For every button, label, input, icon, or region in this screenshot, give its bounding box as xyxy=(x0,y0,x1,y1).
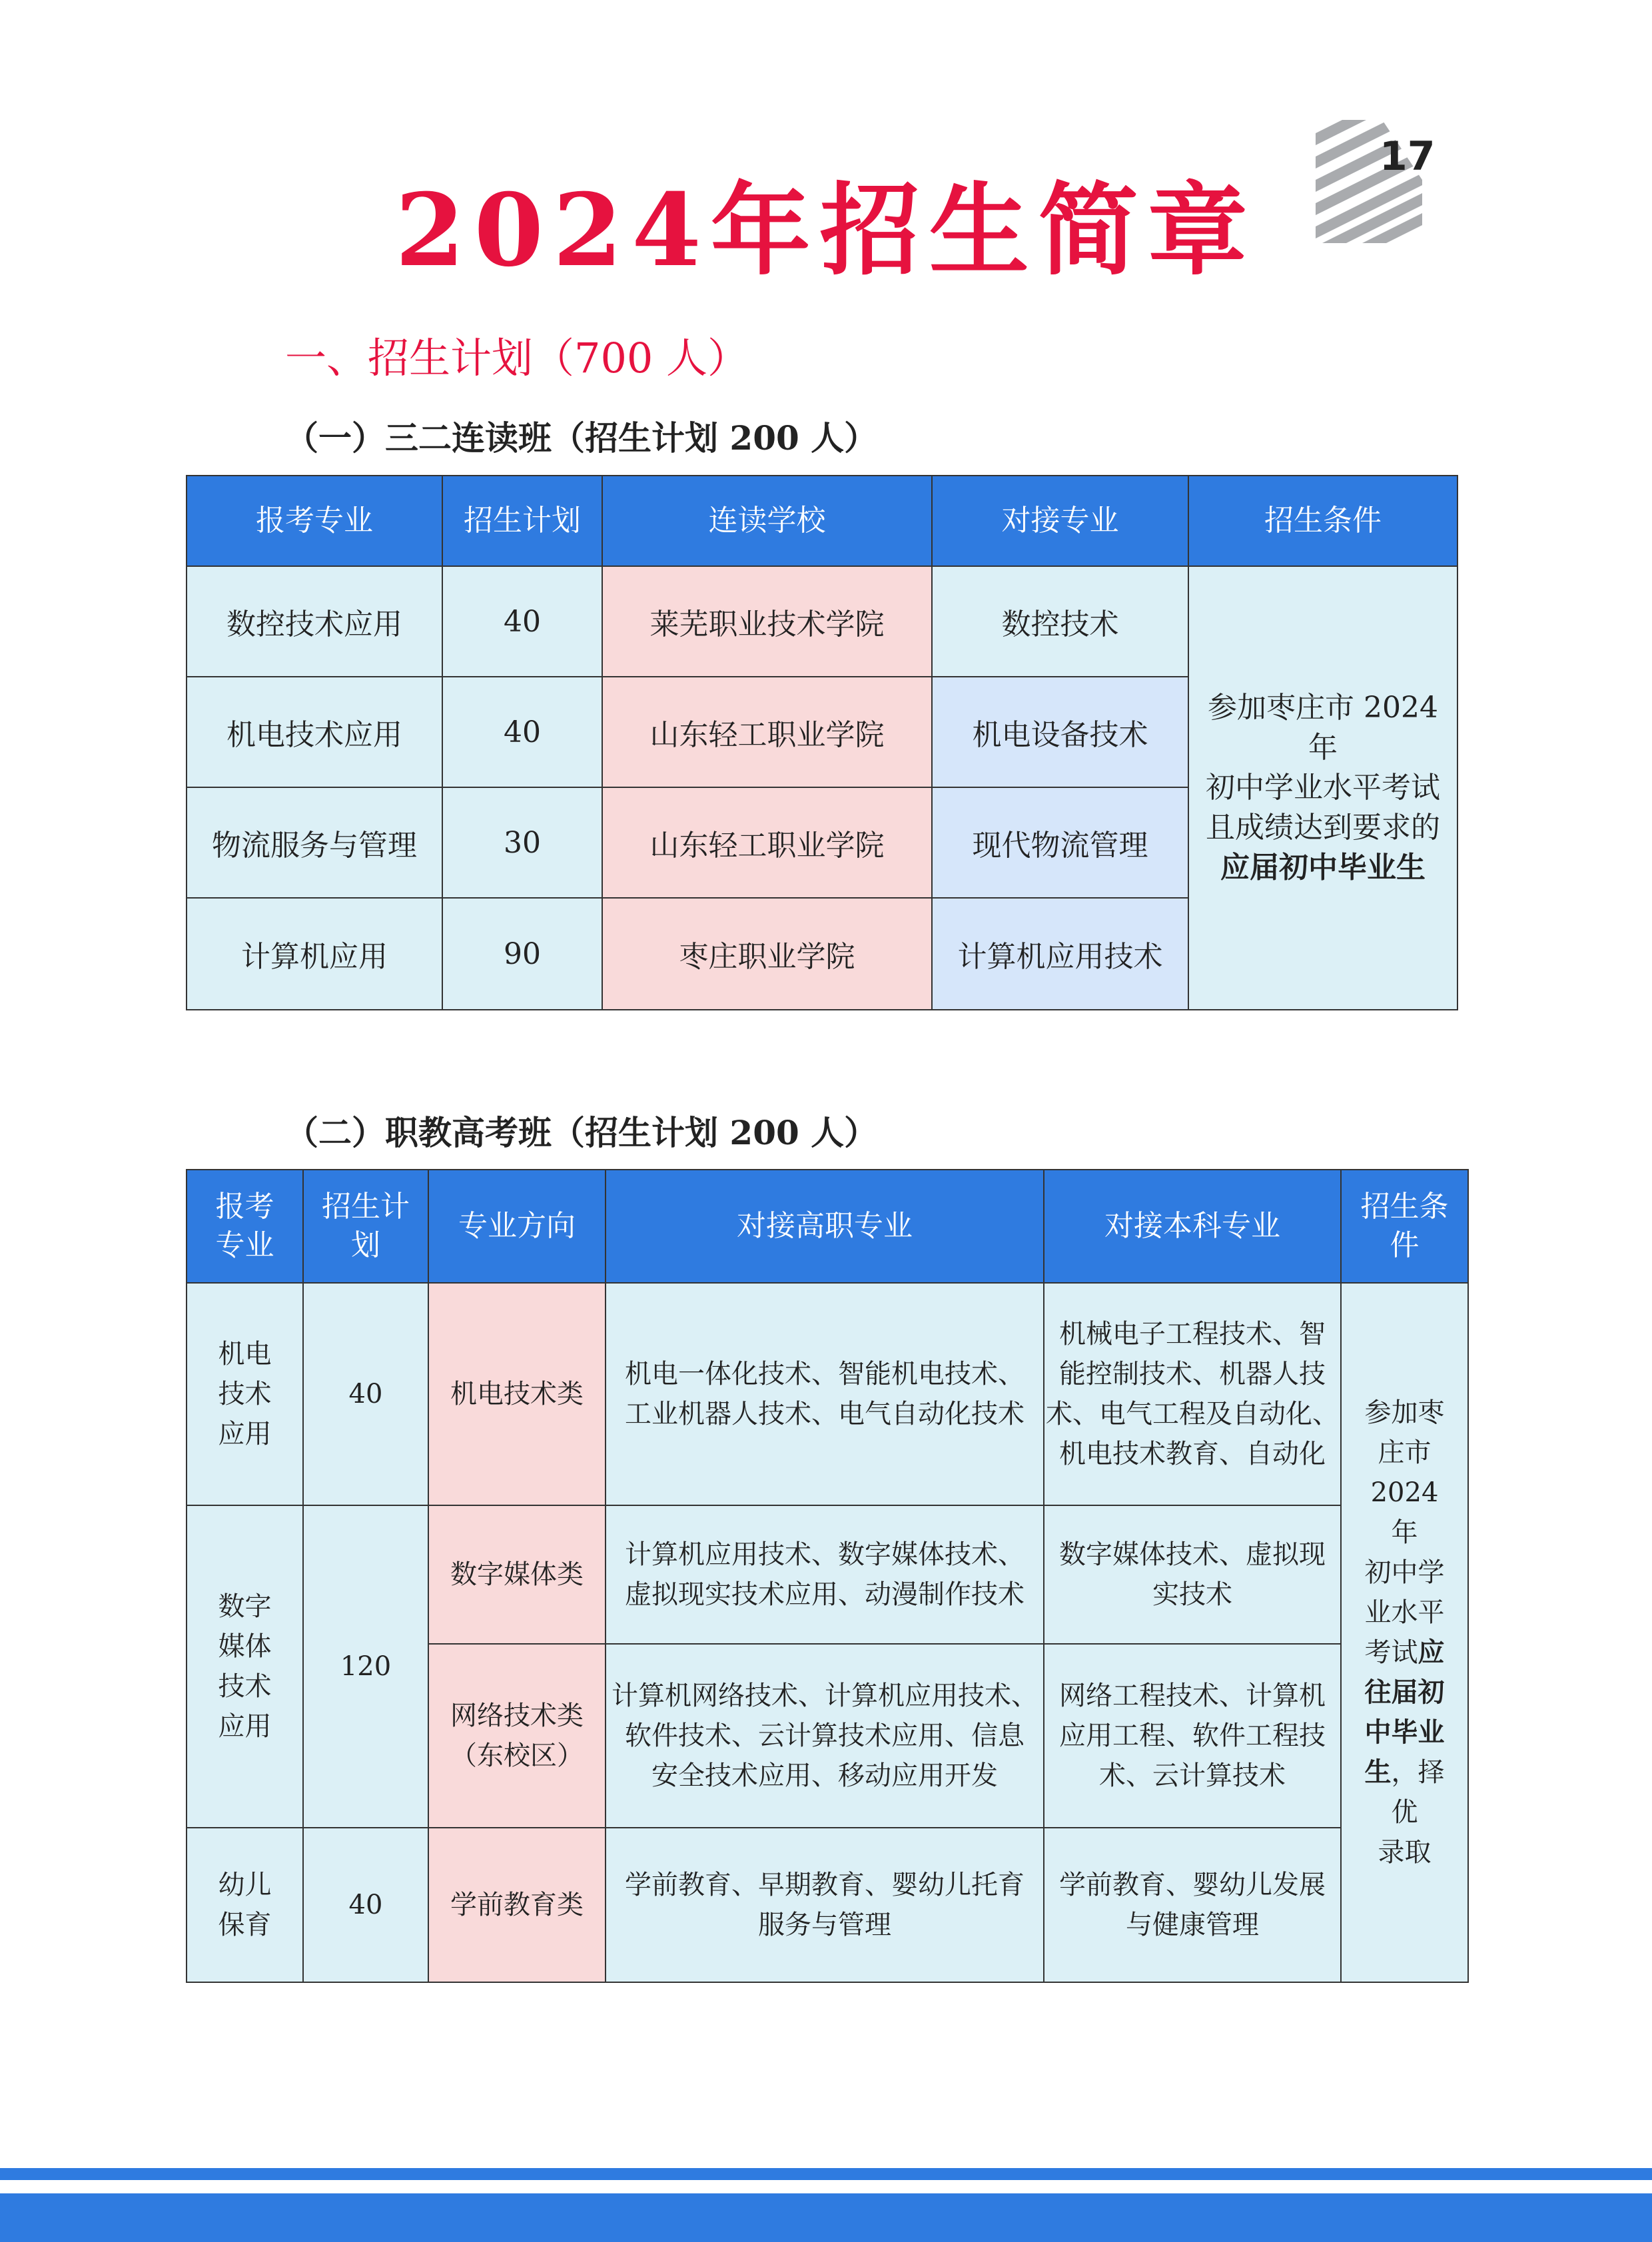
plan-cell: 90 xyxy=(442,898,602,1010)
higher-voc-cell: 计算机应用技术、数字媒体技术、 虚拟现实技术应用、动漫制作技术 xyxy=(606,1505,1044,1644)
plan-cell: 40 xyxy=(303,1828,428,1982)
table-header: 招生计划 xyxy=(442,476,602,566)
bachelor-cell: 网络工程技术、计算机 应用工程、软件工程技 术、云计算技术 xyxy=(1044,1644,1341,1828)
major-cell: 数控技术应用 xyxy=(187,566,442,677)
condition-line: 参加枣庄市 2024 年 xyxy=(1208,691,1438,765)
higher-voc-cell: 计算机网络技术、计算机应用技术、 软件技术、云计算技术应用、信息 安全技术应用、移动应用开发 xyxy=(606,1644,1044,1828)
direction-cell: 网络技术类 （东校区） xyxy=(428,1644,606,1828)
table-header: 对接高职专业 xyxy=(606,1170,1044,1283)
major-cell: 机电 技术 应用 xyxy=(187,1283,303,1505)
school-cell: 莱芜职业技术学院 xyxy=(602,566,932,677)
table1-title: （一）三二连读班（招生计划 200 人） xyxy=(285,418,878,458)
higher-voc-cell: 学前教育、早期教育、婴幼儿托育 服务与管理 xyxy=(606,1828,1044,1982)
condition-line: 且成绩达到要求的 xyxy=(1206,811,1440,845)
bachelor-cell: 机械电子工程技术、智 能控制技术、机器人技 术、电气工程及自动化、 机电技术教育、自动化 xyxy=(1044,1283,1341,1505)
table-row xyxy=(187,1828,1468,1982)
connect-cell: 数控技术 xyxy=(932,566,1188,677)
table-three-two xyxy=(186,475,1458,1010)
condition-bold: 应届初中毕业生 xyxy=(1220,851,1426,885)
table-header: 招生条 件 xyxy=(1341,1170,1468,1283)
bachelor-cell: 学前教育、婴幼儿发展 与健康管理 xyxy=(1044,1828,1341,1982)
direction-cell: 数字媒体类 xyxy=(428,1505,606,1644)
table-row xyxy=(187,566,1457,677)
condition-cell: 参加枣 庄市 2024 年 初中学 业水平 考试应 往届初 中毕业 生，择优 录取 xyxy=(1341,1283,1468,1982)
major-cell: 数字 媒体 技术 应用 xyxy=(187,1505,303,1828)
table-row xyxy=(187,1505,1468,1644)
connect-cell: 现代物流管理 xyxy=(932,787,1188,898)
direction-cell: 学前教育类 xyxy=(428,1828,606,1982)
school-cell: 山东轻工职业学院 xyxy=(602,787,932,898)
condition-line: 初中学业水平考试 xyxy=(1206,771,1440,805)
table-header: 专业方向 xyxy=(428,1170,606,1283)
footer-stripe xyxy=(0,2168,1652,2180)
connect-cell: 机电设备技术 xyxy=(932,677,1188,787)
connect-cell: 计算机应用技术 xyxy=(932,898,1188,1010)
plan-cell: 40 xyxy=(442,566,602,677)
table-header: 报考专业 xyxy=(187,476,442,566)
direction-cell: 机电技术类 xyxy=(428,1283,606,1505)
major-cell: 物流服务与管理 xyxy=(187,787,442,898)
section-title: 一、招生计划（700 人） xyxy=(285,334,749,382)
page-number: 17 xyxy=(1380,133,1436,180)
bachelor-cell: 数字媒体技术、虚拟现 实技术 xyxy=(1044,1505,1341,1644)
table-header: 招生条件 xyxy=(1188,476,1457,566)
table-header: 连读学校 xyxy=(602,476,932,566)
plan-cell: 30 xyxy=(442,787,602,898)
table-header: 对接本科专业 xyxy=(1044,1170,1341,1283)
plan-cell: 40 xyxy=(303,1283,428,1505)
major-cell: 计算机应用 xyxy=(187,898,442,1010)
page-title: 2024年招生简章 xyxy=(395,172,1257,289)
higher-voc-cell: 机电一体化技术、智能机电技术、 工业机器人技术、电气自动化技术 xyxy=(606,1283,1044,1505)
table-header: 报考 专业 xyxy=(187,1170,303,1283)
table-header: 对接专业 xyxy=(932,476,1188,566)
plan-cell: 120 xyxy=(303,1505,428,1828)
table2-title: （二）职教高考班（招生计划 200 人） xyxy=(285,1113,878,1152)
school-cell: 山东轻工职业学院 xyxy=(602,677,932,787)
table-row xyxy=(187,1283,1468,1505)
table-header: 招生计 划 xyxy=(303,1170,428,1283)
footer-stripe xyxy=(0,2193,1652,2242)
major-cell: 幼儿 保育 xyxy=(187,1828,303,1982)
table-vocational-exam xyxy=(186,1169,1469,1983)
condition-cell xyxy=(1188,566,1457,1010)
page-badge xyxy=(1316,120,1436,243)
school-cell: 枣庄职业学院 xyxy=(602,898,932,1010)
plan-cell: 40 xyxy=(442,677,602,787)
major-cell: 机电技术应用 xyxy=(187,677,442,787)
